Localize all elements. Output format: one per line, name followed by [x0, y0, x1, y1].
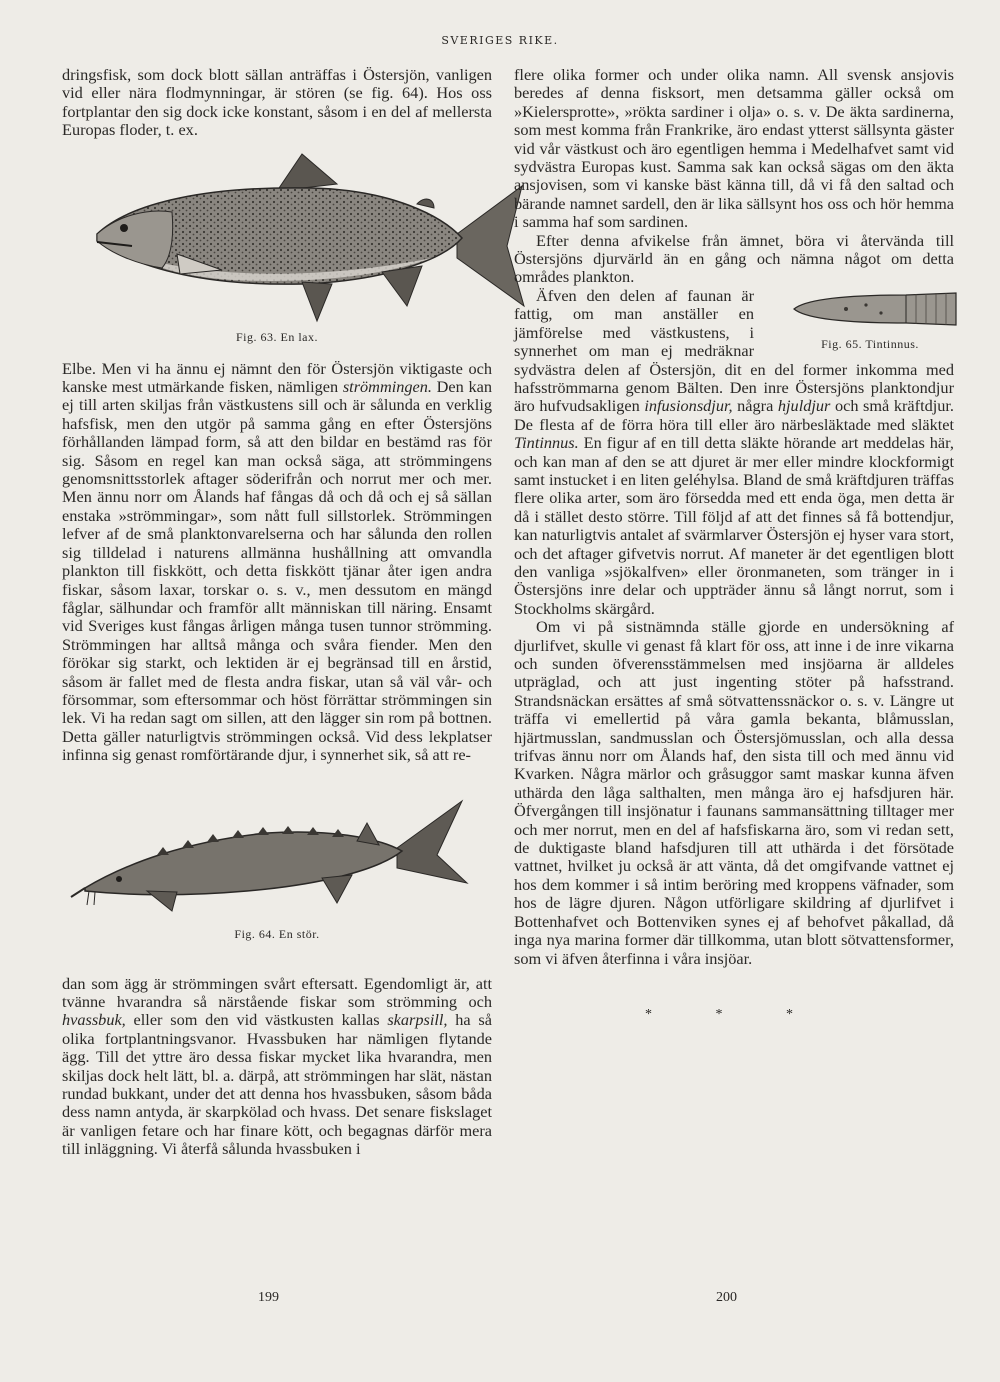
page-number-right: 200 [716, 1290, 737, 1305]
figure-65-tintinnus [764, 289, 954, 354]
figure-63-salmon [62, 146, 492, 352]
right-paragraph-2: Efter denna afvikelse från ämnet, böra vi återvända till Östersjöns djurvärld än en gång och nämna något om detta områdes plankton. [514, 230, 954, 287]
page-number-left: 199 [258, 1290, 279, 1305]
right-paragraph-4: Om vi på sistnämnda ställe gjorde en undersökning af djurlifvet, skulle vi genast få klart för oss, att inne i de inre vikarna och sunden öfverensstämmelsen med insjöarna är alldeles utpräglad, och att just ingenting stöter på hafsstrand. Strandsnäckan ersättes af små sötvattenssnäckor o. s. v. Längre ut träffa vi emellertid på våra gamla bekanta, blåmusslan, hjärtmusslan, sandmusslan och Östersjömusslan, och alla dessa trifvas ännu norr om Ålands haf, den sista till och med ännu vid Kvarken. Några märlor och gråsuggor samt maskar kunna äfven uthärda den låga salthalten, men många äro ej hafsdjuren här. Öfvergången till insjönatur i faunans sammansättning tilltager mer och mer norrut, men en del af hafsfiskarna äro, som vi redan sett, de duktigaste bland hafsdjuren till att uthärda i det försötade vattnet, hvilket ju också är att vänta, då det omgifvande vattnet ej hos dem kommer i så intim beröring med kroppens väfnader, som hos de lägre djuren. Någon utförligare skildring af djurlifvet i Bottenhafvet och Bottenviken synes ej af behofvet påkallad, då inga nya marina former där tillkomma, utan blott sötvattensformer, som vi äfven återfinna i våra insjöar. [514, 617, 954, 968]
left-column [62, 66, 492, 1159]
right-paragraph-1: flere olika former och under olika namn. All svensk ansjovis beredes af denna fisksort, men detsamma gäller också om »Kielersprotte», »rökta sardiner i olja» o. s. v. De äkta sardinerna, som mest komma från Frankrike, äro endast ytterst sällsynta gäster vid vår västkust och äro egentligen hemma i Medelhafvet samt vid sydvästra Europas kust. Samma sak kan också sägas om den äkta ansjovisen, som vi kanske bäst känna till, då vi få den saltad och bärande namnet sardell, den är lika sällsynt hos oss och hör hemma i samma haf som sardinen. [514, 65, 954, 232]
running-header: SVERIGES RIKE. [441, 34, 559, 47]
tintinnus-illustration [786, 289, 966, 329]
left-paragraph-2: Elbe. Men vi ha ännu ej nämnt den för Östersjön viktigaste och kanske mest utmärkande fisken, nämligen strömmingen. Den kan ej till arten skiljas från västkustens sill och är sålunda en verklig hafsfisk, men den utgör på samma gång en efter Östersjöns förhållanden lämpad form, så att den bildar en bestämd ras för sig. Såsom en regel kan man också säga, att strömmingens genomsnittsstorlek aftager söderifrån och norrut mer och mer. Men ännu norr om Ålands haf fångas då och då och ej så sällan enstaka »strömmingar», som nått full sillstorlek. Strömmingen lefver af de små planktonvarelserna och har sålunda den rollen sig tilldelad i naturens allmänna hushållning att omvandla plankton till fiskkött, och detta fiskkött tjänar åter igen andra fiskar, såsom laxar, torskar o. s. v., men dessutom en mängd fåglar, sälhundar och framför allt människan till näring. Ensamt vid Sveriges kust fångas årligen många tusen tunnor strömming. Strömmingen har alltså många och svåra fiender. Men den förökar sig starkt, och lektiden är ej begränsad till en årstid, såsom är fallet med de flesta andra fiskar, utan så väl vår- och försommar, som eftersommar och höst förrättar strömmingen sin lek. Vi ha redan sagt om sillen, att den lägger sin rom på bottnen. Detta gäller naturligtvis strömmingen också. Vid dess lekplatser infinna sig genast romförtärande djur, i synnerhet sik, så att re- [62, 358, 493, 765]
figure-65-caption: Fig. 65. Tintinnus. [821, 337, 919, 352]
left-paragraph-3: dan som ägg är strömmingen svårt eftersatt. Egendomligt är, att tvänne hvarandra så närstående fiskar som strömming och hvassbuk, eller som den vid västkusten kallas skarpsill, ha så olika fortplantningsvanor. Hvassbuken har nämligen flytande ägg. Till det yttre äro dessa fiskar mycket lika hvarandra, men skiljas dock helt lätt, bl. a. därpå, att strömmingen har slät, nästan rundad bukkant, under det att denna hos hvassbuken, såsom båda dess namn antyda, är skarpkölad och hvass. Det senare fiskslaget är vanligen fetare och har finare kött, och begagnas därför mera till inläggning. Vi återfå sålunda hvassbuken i [62, 973, 492, 1159]
section-divider-stars: * * * [645, 1006, 823, 1022]
salmon-illustration [62, 146, 532, 326]
right-column [514, 66, 954, 1024]
sturgeon-illustration [67, 793, 487, 923]
figure-64-caption: Fig. 64. En stör. [234, 926, 320, 941]
right-paragraph-3: Fig. 65. Tintinnus. Äfven den delen af faunan är fattig, om man anställer en jämförelse med västkustens, i synnerhet om man ej medräknar sydvästra delen af Östersjön, dit en del former inkomma med hafsströmmarna genom Bälten. Den inre Östersjöns planktondjur äro hufvudsakligen infusionsdjur, några hjuldjur och små kräftdjur. De flesta af de förra höra till eller äro närbesläktade med släktet Tintinnus. En figur af en till detta släkte hörande art meddelas här, och kan man af den se att djuret är mer eller mindre klockformigt samt instucket i en liten geléhylsa. Bland de små kräftdjuren träffas flere olika arter, som äro försedda med ett enda öga, men detta är då i stället desto större. Till följd af att det finnes så få bottendjur, kan naturligtvis antalet af svärmlarver Östersjön ej hyser vara stort, och det aftager gifvetvis norrut. Af maneter är det egentligen blott den vanliga »sjökalfven» eller öronmaneten, som tränger in i Östersjöns inre delar och uppträder ännu så långt norrut, som i Stockholms skärgård. [514, 287, 954, 618]
left-paragraph-1: dringsfisk, som dock blott sällan anträffas i Östersjön, vanligen vid eller nära flodmynningar, är stören (se fig. 64). Hos oss fortplantar den sig dock icke konstant, såsom i en del af mellersta Europas floder, t. ex. [62, 65, 492, 140]
figure-64-sturgeon [62, 793, 492, 963]
figure-63-caption: Fig. 63. En lax. [236, 329, 318, 344]
